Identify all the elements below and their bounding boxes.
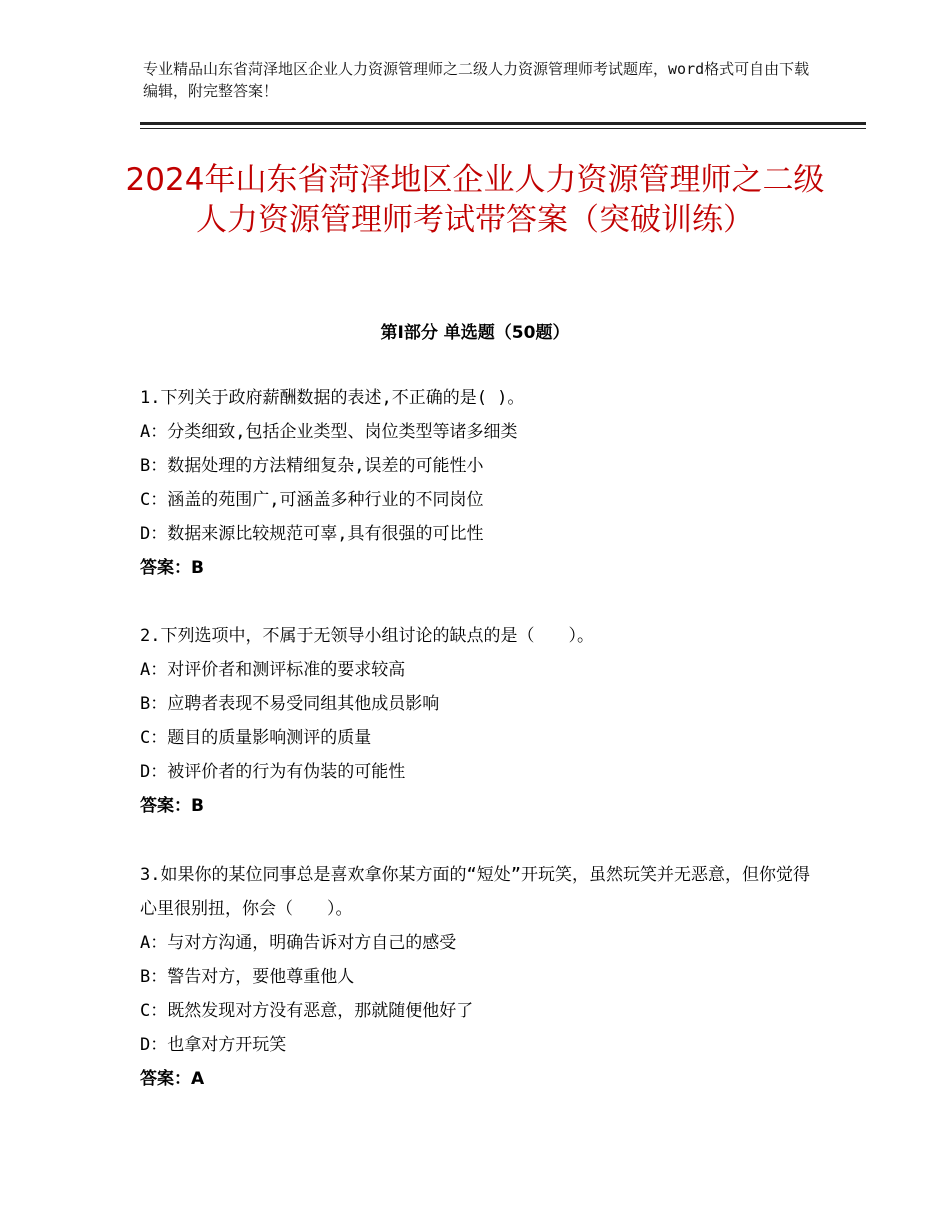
option-a: A：对评价者和测评标准的要求较高: [140, 660, 406, 680]
option-b: B：警告对方，要他尊重他人: [140, 967, 355, 987]
question-stem: 3.如果你的某位同事总是喜欢拿你某方面的“短处”开玩笑，虽然玩笑并无恶意，但你觉得心里很别扭，你会（ ）。: [140, 865, 810, 919]
answer-label: 答案：B: [140, 796, 204, 816]
option-b: B：应聘者表现不易受同组其他成员影响: [140, 694, 440, 714]
option-c: C：既然发现对方没有恶意，那就随便他好了: [140, 1001, 474, 1021]
option-d: D：也拿对方开玩笑: [140, 1035, 287, 1055]
option-d: D：被评价者的行为有伪装的可能性: [140, 762, 406, 782]
question-block: [140, 858, 810, 1096]
document-title: 2024年山东省菏泽地区企业人力资源管理师之二级人力资源管理师考试带答案（突破训练）: [125, 162, 825, 238]
question-stem: 2.下列选项中，不属于无领导小组讨论的缺点的是（ ）。: [140, 626, 594, 646]
option-a: A：分类细致,包括企业类型、岗位类型等诸多细类: [140, 422, 518, 442]
option-d: D：数据来源比较规范可辜,具有很强的可比性: [140, 524, 484, 544]
question-stem: 1.下列关于政府薪酬数据的表述,不正确的是( )。: [140, 388, 525, 408]
answer-label: 答案：A: [140, 1069, 205, 1089]
question-block: [140, 381, 810, 585]
answer-label: 答案：B: [140, 558, 204, 578]
option-c: C：题目的质量影响测评的质量: [140, 728, 372, 748]
option-c: C：涵盖的苑围广,可涵盖多种行业的不同岗位: [140, 490, 484, 510]
header-divider-thick: [140, 122, 866, 125]
option-b: B：数据处理的方法精细复杂,误差的可能性小: [140, 456, 484, 476]
header-note: 专业精品山东省菏泽地区企业人力资源管理师之二级人力资源管理师考试题库，word格式可自由下载编辑，附完整答案！: [143, 60, 810, 100]
header-divider-thin: [140, 128, 866, 129]
option-a: A：与对方沟通，明确告诉对方自己的感受: [140, 933, 457, 953]
section-heading: 第Ⅰ部分 单选题（50题）: [380, 323, 570, 343]
question-block: [140, 619, 810, 823]
